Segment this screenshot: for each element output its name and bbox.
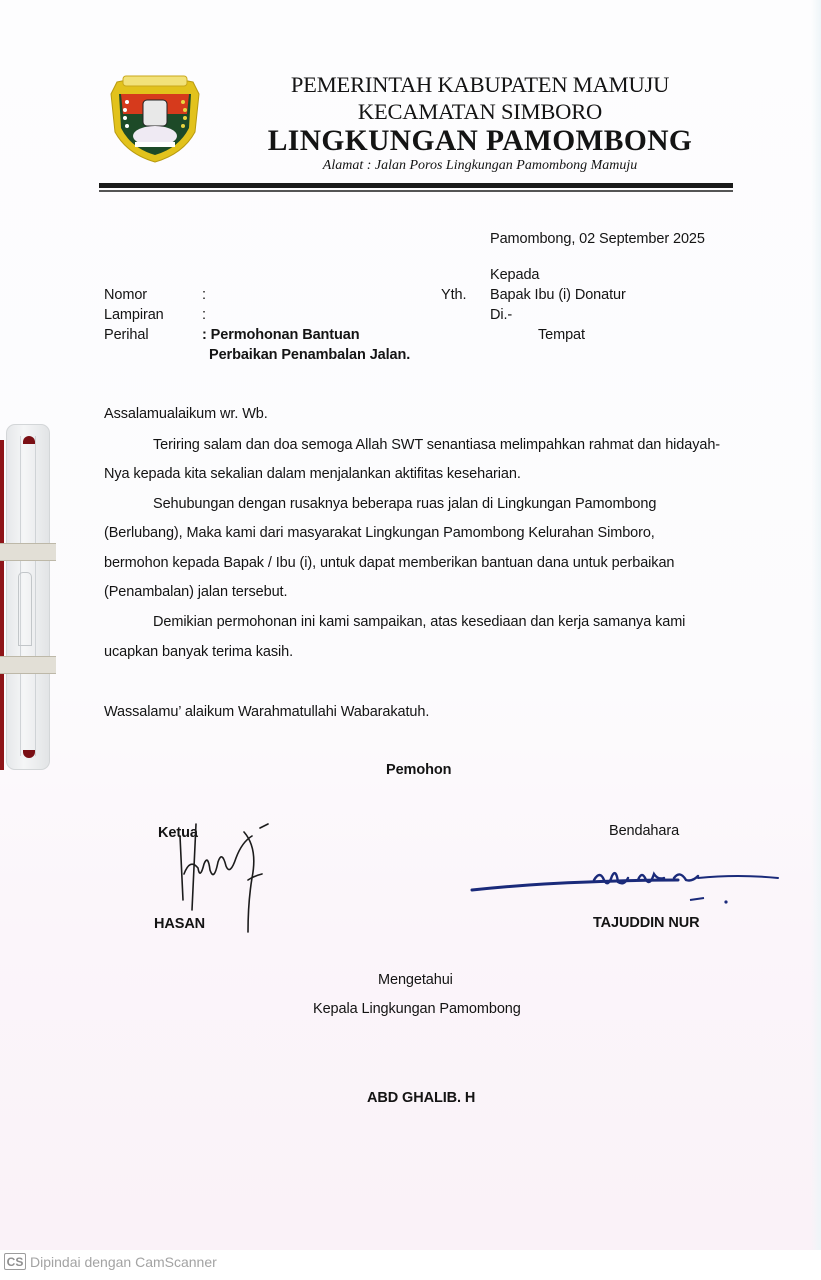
letterhead-neighborhood: LINGKUNGAN PAMOMBONG: [267, 125, 693, 157]
fastener-cap-top: [23, 436, 35, 444]
perihal-value-line1: : Permohonan Bantuan: [202, 327, 360, 343]
paper-edge-shadow: [811, 0, 821, 1250]
lampiran-value: :: [202, 307, 206, 323]
nomor-label: Nomor: [104, 287, 148, 303]
applicant-heading: Pemohon: [386, 762, 452, 778]
paragraph-3-line-2: ucapkan banyak terima kasih.: [104, 644, 294, 660]
paragraph-2-line-2: (Berlubang), Maka kami dari masyarakat Lingkungan Pamombong Kelurahan Simboro,: [104, 525, 655, 541]
recipient-tempat: Tempat: [538, 327, 585, 343]
perihal-label: Perihal: [104, 327, 149, 343]
recipient-name: Bapak Ibu (i) Donatur: [490, 287, 626, 303]
treasurer-signature: [468, 862, 784, 912]
recipient-yth: Yth.: [441, 287, 467, 303]
recipient-di: Di.-: [490, 307, 513, 323]
fastener-tab: [18, 572, 32, 646]
regency-coat-of-arms-icon: [103, 72, 207, 164]
paragraph-3-line-1: Demikian permohonan ini kami sampaikan, atas kesediaan dan kerja samanya kami: [153, 614, 686, 630]
folder-cover-edge: [0, 440, 4, 770]
recipient-kepada: Kepada: [490, 267, 540, 283]
paragraph-1-line-1: Teriring salam dan doa semoga Allah SWT senantiasa melimpahkan rahmat dan hidayah-: [153, 437, 721, 453]
letterhead-government: PEMERINTAH KABUPATEN MAMUJU: [290, 72, 670, 97]
greeting: Assalamualaikum wr. Wb.: [104, 406, 268, 422]
letterhead-address: Alamat : Jalan Poros Lingkungan Pamombong Mamuju: [322, 158, 638, 173]
neighborhood-head-title: Kepala Lingkungan Pamombong: [313, 1001, 521, 1017]
chairman-name: HASAN: [154, 916, 206, 932]
neighborhood-head-name: ABD GHALIB. H: [367, 1090, 476, 1106]
scanner-watermark-text: Dipindai dengan CamScanner: [30, 1254, 217, 1270]
closing-salutation: Wassalamu’ alaikum Warahmatullahi Wabarakatuh.: [104, 704, 430, 720]
lampiran-label: Lampiran: [104, 307, 164, 323]
acknowledged-heading: Mengetahui: [378, 972, 453, 988]
letterhead-divider-thin: [99, 190, 733, 192]
treasurer-name: TAJUDDIN NUR: [593, 915, 700, 931]
fastener-band-upper: [0, 543, 56, 561]
treasurer-title: Bendahara: [609, 823, 680, 839]
fastener-band-lower: [0, 656, 56, 674]
letter-date: Pamombong, 02 September 2025: [490, 231, 705, 247]
paragraph-2-line-4: (Penambalan) jalan tersebut.: [104, 584, 288, 600]
camscanner-logo-icon: CS: [4, 1253, 26, 1270]
nomor-value: :: [202, 287, 206, 303]
letterhead-divider-thick: [99, 183, 733, 188]
chairman-title: Ketua: [158, 825, 198, 841]
paragraph-2-line-1: Sehubungan dengan rusaknya beberapa ruas jalan di Lingkungan Pamombong: [153, 496, 657, 512]
perihal-value-line2: Perbaikan Penambalan Jalan.: [209, 347, 411, 363]
letterhead-district: KECAMATAN SIMBORO: [357, 99, 603, 124]
paragraph-1-line-2: Nya kepada kita sekalian dalam menjalankan aktifitas keseharian.: [104, 466, 521, 482]
paragraph-2-line-3: bermohon kepada Bapak / Ibu (i), untuk dapat memberikan bantuan dana untuk perbaikan: [104, 555, 675, 571]
